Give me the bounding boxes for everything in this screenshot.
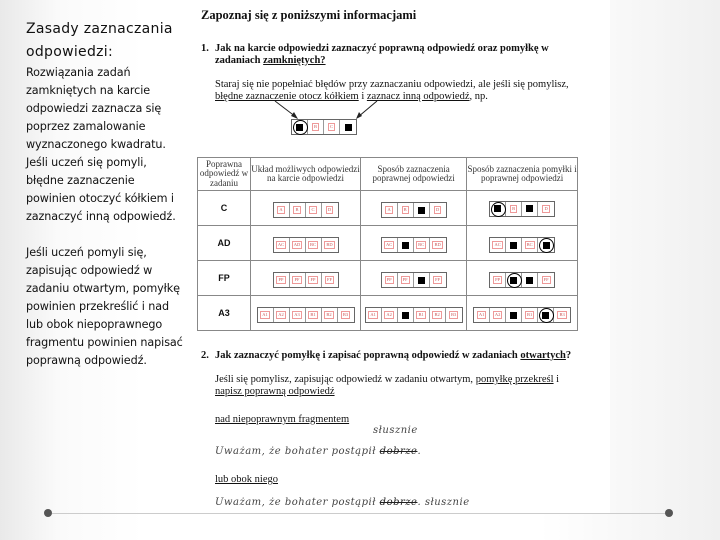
table-row <box>198 191 578 226</box>
q1-body-u1: błędne zaznaczenie otocz kółkiem <box>215 91 359 102</box>
table-row <box>198 226 578 261</box>
document-title: Zapoznaj się z poniższymi informacjami <box>201 8 417 22</box>
answer-box-empty <box>398 203 414 217</box>
handwritten-sentence-2 <box>215 497 470 508</box>
answer-box-empty <box>522 238 538 252</box>
above-label-text: nad niepoprawnym fragmentem <box>215 414 350 425</box>
answer-box-circled <box>538 238 554 252</box>
answer-box-circled <box>538 308 554 322</box>
cell-layout <box>251 226 361 261</box>
answer-box-empty <box>382 308 398 322</box>
answer-box-empty <box>274 238 290 252</box>
box-label: B3 <box>450 312 457 317</box>
box-label: AD <box>293 242 301 247</box>
filled-square-icon <box>543 242 550 249</box>
bullet-dot-icon <box>44 509 52 517</box>
cell-correct <box>361 261 467 296</box>
answer-box-empty <box>490 273 506 287</box>
beside-label-text: lub obok niego <box>215 474 278 485</box>
box-label: FP <box>310 277 316 282</box>
answer-box-empty <box>306 203 322 217</box>
filled-square-icon <box>510 242 517 249</box>
answer-box-empty <box>446 308 462 322</box>
box-label: B <box>313 124 317 129</box>
box-label: B2 <box>434 312 440 317</box>
answer-box-empty <box>306 238 322 252</box>
q2-heading-end: ? <box>565 350 572 361</box>
box-label: PF <box>294 277 300 282</box>
row-answer-key: C <box>198 191 251 226</box>
table-row <box>198 261 578 296</box>
correct-boxes <box>365 307 463 323</box>
answer-box-empty <box>258 308 274 322</box>
hand-crossed-word: dobrze <box>379 497 418 508</box>
q2-body-u2: napisz poprawną odpowiedź <box>215 386 335 397</box>
sidebar-paragraph-closed: Rozwiązania zadań zamkniętych na karcie odpowiedzi zaznacza się poprzez zamalowanie wyznaczonego kwadratu. Jeśli uczeń się pomyli, błędne zaznaczenie powinien otoczyć kółkiem i zaznaczyć inną odpowiedź. <box>26 66 176 223</box>
mistake-boxes <box>489 237 555 253</box>
box-label: AC <box>277 242 285 247</box>
cell-layout <box>251 296 361 331</box>
q1-number: 1. <box>201 43 209 54</box>
box-label: A1 <box>262 312 268 317</box>
answer-box-circled <box>490 202 506 216</box>
answer-box-empty <box>430 203 446 217</box>
filled-square-icon <box>345 124 352 131</box>
cell-correct <box>361 191 467 226</box>
q2-body-text: Jeśli się pomylisz, zapisując odpowiedź w zadaniu otwartym, <box>215 374 476 385</box>
box-label: PP <box>495 277 501 282</box>
box-label: AC <box>385 242 393 247</box>
q1-body-end: , np. <box>469 91 488 102</box>
box-label: B <box>295 207 299 212</box>
answer-box-empty <box>274 308 290 322</box>
answer-box-empty <box>506 202 522 216</box>
answer-box-empty <box>414 238 430 252</box>
answer-box-filled <box>340 120 356 134</box>
q2-body-u1: pomyłkę przekreśl <box>475 374 554 385</box>
box-label: PP <box>386 277 392 282</box>
box-label: D <box>544 205 548 211</box>
answer-box-empty <box>306 273 322 287</box>
box-label: A2 <box>278 312 284 317</box>
answer-box-empty <box>290 238 306 252</box>
answer-box-empty <box>322 238 338 252</box>
layout-boxes <box>257 307 355 323</box>
arrows-icon <box>190 0 610 130</box>
hand-correction-beside: słusznie <box>424 497 470 508</box>
box-label: BC <box>526 242 533 247</box>
header-correct-answer: Poprawna odpowiedź w zadaniu <box>198 158 251 191</box>
q2-body-and: i <box>553 374 560 385</box>
correct-boxes <box>381 202 447 218</box>
box-label: A <box>387 207 391 212</box>
answer-box-filled <box>522 202 538 216</box>
instruction-document <box>190 0 610 513</box>
answer-box-circled <box>506 273 522 287</box>
answer-box-empty <box>322 273 338 287</box>
hand-sentence-text: Uważam, że bohater postąpił <box>215 497 380 508</box>
beside-label <box>215 474 278 486</box>
box-label: B <box>403 207 407 212</box>
answer-box-empty <box>490 238 506 252</box>
box-label: A1 <box>370 312 376 317</box>
answer-box-empty <box>430 273 446 287</box>
cell-correct <box>361 296 467 331</box>
table-row <box>198 296 578 331</box>
answer-box-empty <box>554 308 570 322</box>
box-label: FF <box>435 277 441 282</box>
q1-body-text: Staraj się nie popełniać błędów przy zaznaczaniu odpowiedzi, ale jeśli się pomylisz, <box>215 79 569 90</box>
filled-square-icon <box>494 205 501 212</box>
answer-box-empty <box>322 203 338 217</box>
answer-box-empty <box>382 203 398 217</box>
box-label: B1 <box>526 312 533 317</box>
q1-example-boxes <box>291 119 357 135</box>
filled-square-icon <box>402 312 409 319</box>
box-label: A2 <box>494 312 501 317</box>
filled-square-icon <box>526 205 533 212</box>
answer-box-empty <box>274 273 290 287</box>
answer-box-empty <box>474 308 490 322</box>
q2-number: 2. <box>201 350 209 361</box>
sidebar-heading: Zasady zaznaczania odpowiedzi: <box>26 21 173 60</box>
answer-box-empty <box>324 120 340 134</box>
header-layout: Układ możliwych odpowiedzi na karcie odpowiedzi <box>251 158 361 191</box>
cell-mistake <box>467 261 578 296</box>
layout-boxes <box>273 202 339 218</box>
filled-square-icon <box>510 277 517 284</box>
answer-box-filled <box>414 273 430 287</box>
answer-box-empty <box>274 203 290 217</box>
bullet-dot-icon <box>665 509 673 517</box>
above-label <box>215 414 349 426</box>
box-label: B3 <box>342 312 349 317</box>
box-label: BC <box>309 242 316 247</box>
answer-box-empty <box>290 308 306 322</box>
q2-heading <box>215 350 571 362</box>
filled-square-icon <box>418 277 425 284</box>
answer-box-empty <box>538 273 554 287</box>
answer-box-empty <box>414 308 430 322</box>
answer-box-filled <box>522 273 538 287</box>
answer-box-filled <box>398 238 414 252</box>
filled-square-icon <box>418 207 425 214</box>
answer-box-empty <box>290 273 306 287</box>
box-label: B <box>512 205 516 211</box>
answer-box-empty <box>366 308 382 322</box>
answer-box-filled <box>506 238 522 252</box>
cell-mistake <box>467 191 578 226</box>
hand-end: . <box>417 497 422 508</box>
sidebar-paragraph-open: Jeśli uczeń pomyli się, zapisując odpowiedź w zadaniu otwartym, pomyłkę powinien przekreślić i nad lub obok niepoprawnego fragmentu powinien napisać poprawną odpowiedź. <box>26 246 183 367</box>
q2-body <box>215 374 570 398</box>
q2-heading-underlined: otwartych <box>520 350 566 361</box>
layout-boxes <box>273 272 339 288</box>
mistake-boxes <box>489 201 555 217</box>
box-label: BC <box>418 242 425 247</box>
box-label: BD <box>434 242 441 247</box>
box-label: FF <box>543 277 549 282</box>
box-label: AC <box>494 242 501 247</box>
header-mistake-marking: Sposób zaznaczenia pomyłki i poprawnej odpowiedzi <box>467 158 578 191</box>
hand-end: . <box>417 446 422 457</box>
answer-box-filled <box>506 308 522 322</box>
row-answer-key: A3 <box>198 296 251 331</box>
answer-marking-table <box>197 157 578 331</box>
row-answer-key: AD <box>198 226 251 261</box>
box-label: B1 <box>310 312 316 317</box>
filled-square-icon <box>402 242 409 249</box>
handwritten-sentence-1 <box>215 446 421 457</box>
q1-body-u2: zaznacz inną odpowiedź <box>366 91 470 102</box>
slide-divider <box>52 513 668 514</box>
box-label: A3 <box>294 312 300 317</box>
answer-box-empty <box>382 238 398 252</box>
box-label: C <box>329 124 333 129</box>
hand-crossed-word: dobrze <box>379 446 418 457</box>
answer-box-empty <box>308 120 324 134</box>
filled-square-icon <box>296 124 303 131</box>
box-label: B1 <box>418 312 424 317</box>
answer-box-filled <box>398 308 414 322</box>
handwritten-correction-above: słusznie <box>373 425 418 436</box>
q1-heading-text: Jak na karcie odpowiedzi zaznaczyć poprawną odpowiedź oraz pomyłkę w zadaniach <box>215 43 549 66</box>
answer-box-empty <box>306 308 322 322</box>
correct-boxes <box>381 237 447 253</box>
cell-mistake <box>467 226 578 261</box>
answer-box-empty <box>398 273 414 287</box>
answer-box-empty <box>430 238 446 252</box>
hand-sentence-text: Uważam, że bohater postąpił <box>215 446 380 457</box>
answer-box-empty <box>382 273 398 287</box>
box-label: D <box>435 207 440 212</box>
q1-heading-underlined: zamkniętych? <box>263 55 326 66</box>
box-label: A2 <box>386 312 392 317</box>
header-correct-marking: Sposób zaznaczenia poprawnej odpowiedzi <box>361 158 467 191</box>
mistake-boxes <box>489 272 555 288</box>
answer-box-empty <box>338 308 354 322</box>
box-label: PF <box>402 277 408 282</box>
answer-box-empty <box>430 308 446 322</box>
box-label: BD <box>326 242 333 247</box>
filled-square-icon <box>526 277 533 284</box>
mistake-boxes <box>473 307 571 323</box>
cell-mistake <box>467 296 578 331</box>
q1-body-and: i <box>358 91 367 102</box>
cell-correct <box>361 226 467 261</box>
answer-box-filled <box>414 203 430 217</box>
box-label: B3 <box>559 312 565 317</box>
cell-layout <box>251 261 361 296</box>
answer-box-empty <box>322 308 338 322</box>
q2-heading-text: Jak zaznaczyć pomyłkę i zapisać poprawną odpowiedź w zadaniach <box>215 350 521 361</box>
filled-square-icon <box>542 312 549 319</box>
box-label: A1 <box>478 312 485 317</box>
sidebar-text <box>26 18 186 388</box>
answer-box-circled <box>292 120 308 134</box>
box-label: B2 <box>326 312 332 317</box>
filled-square-icon <box>510 312 517 319</box>
box-label: D <box>327 207 332 212</box>
box-label: PP <box>278 277 284 282</box>
answer-box-empty <box>538 202 554 216</box>
correct-boxes <box>381 272 447 288</box>
answer-box-empty <box>290 203 306 217</box>
box-label: C <box>311 207 315 212</box>
row-answer-key: FP <box>198 261 251 296</box>
box-label: FF <box>326 277 332 282</box>
layout-boxes <box>273 237 339 253</box>
answer-box-empty <box>522 308 538 322</box>
answer-box-empty <box>490 308 506 322</box>
cell-layout <box>251 191 361 226</box>
box-label: A <box>279 207 283 212</box>
